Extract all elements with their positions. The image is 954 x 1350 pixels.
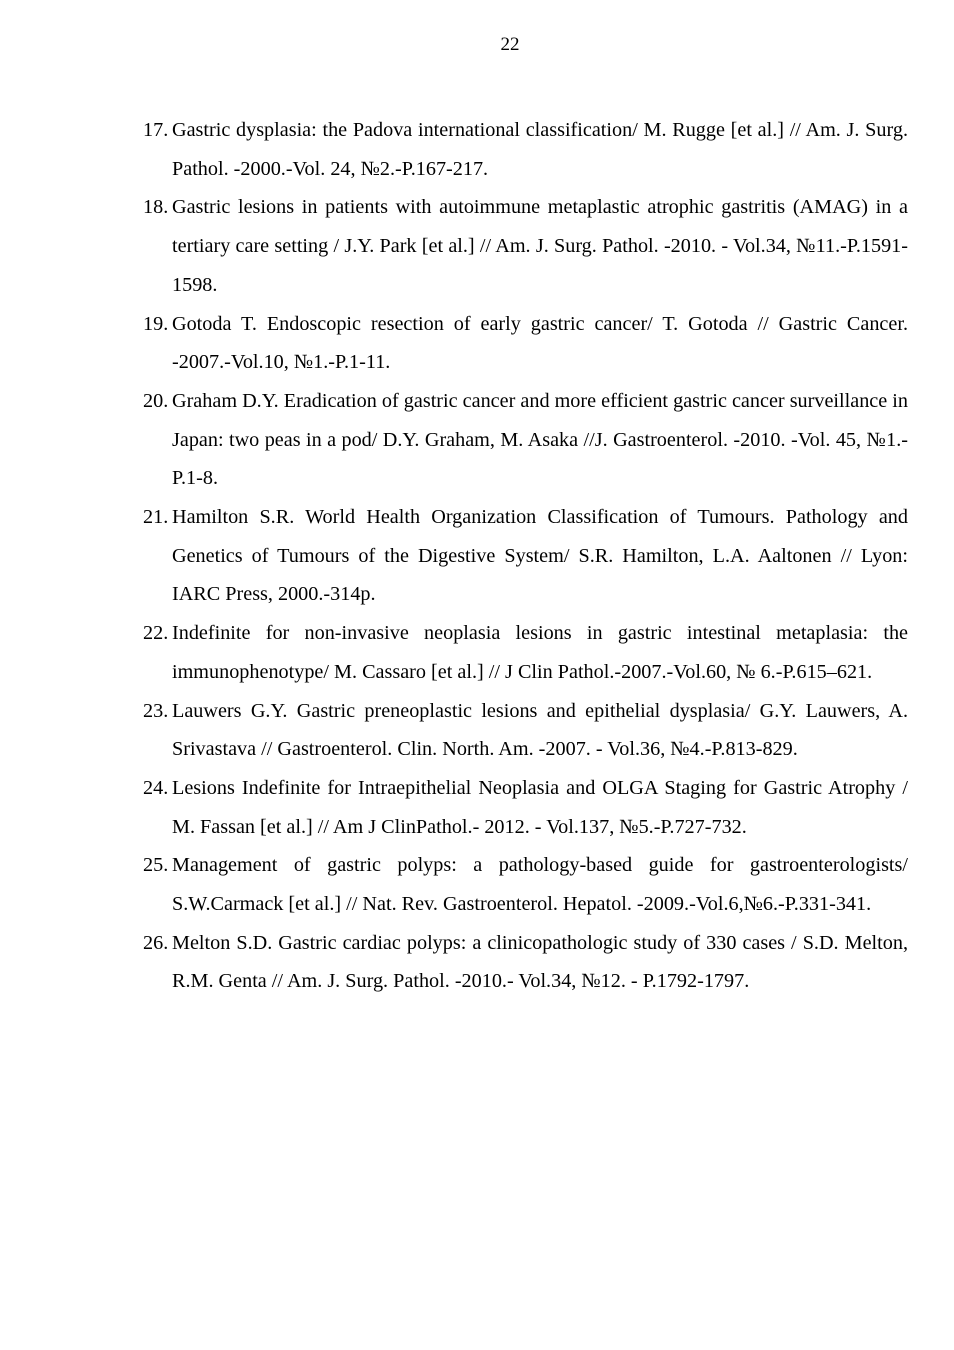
reference-item xyxy=(143,111,908,188)
reference-number: 20. xyxy=(143,389,169,412)
reference-item xyxy=(143,846,908,923)
reference-item xyxy=(143,769,908,846)
reference-list xyxy=(143,111,908,1001)
reference-item xyxy=(143,498,908,614)
page-number: 22 xyxy=(500,34,520,55)
reference-number: 24. xyxy=(143,776,169,799)
reference-text: Lesions Indefinite for Intraepithelial Neoplasia and OLGA Staging for Gastric Atrophy / M. Fassan [et al.] // Am J ClinPathol.- 2012. - Vol.137, №5.-P.727-732. xyxy=(172,776,908,838)
reference-item xyxy=(143,924,908,1001)
reference-number: 22. xyxy=(143,622,169,645)
reference-item xyxy=(143,188,908,304)
reference-number: 23. xyxy=(143,699,169,722)
reference-text: Hamilton S.R. World Health Organization Classification of Tumours. Pathology and Genetics of Tumours of the Digestive System/ S.R. Hamilton, L.A. Aaltonen // Lyon: IARC Press, 2000.-314p. xyxy=(172,506,908,606)
reference-text: Melton S.D. Gastric cardiac polyps: a clinicopathologic study of 330 cases / S.D. Melton, R.M. Genta // Am. J. Surg. Pathol. -2010.- Vol.34, №12. - P.1792-1797. xyxy=(172,931,908,993)
reference-number: 19. xyxy=(143,312,169,335)
reference-number: 17. xyxy=(143,119,169,141)
reference-text: Management of gastric polyps: a pathology-based guide for gastroenterologists/ S.W.Carmack [et al.] // Nat. Rev. Gastroenterol. Hepatol. -2009.-Vol.6,№6.-P.331-341. xyxy=(172,854,908,916)
reference-number: 18. xyxy=(143,196,169,219)
reference-number: 25. xyxy=(143,854,169,877)
reference-text: Gotoda T. Endoscopic resection of early gastric cancer/ T. Gotoda // Gastric Cancer. -2007.-Vol.10, №1.-P.1-11. xyxy=(172,312,908,374)
reference-text: Gastric dysplasia: the Padova international classification/ M. Rugge [et al.] // Am. J. Surg. Pathol. -2000.-Vol. 24, №2.-P.167-217. xyxy=(172,119,908,180)
reference-number: 21. xyxy=(143,506,169,529)
reference-text: Gastric lesions in patients with autoimmune metaplastic atrophic gastritis (AMAG) in a tertiary care setting / J.Y. Park [et al.] // Am. J. Surg. Pathol. -2010. - Vol.34, №11.-P.1591-1598. xyxy=(172,196,908,296)
reference-number: 26. xyxy=(143,931,169,954)
reference-item xyxy=(143,382,908,498)
reference-item xyxy=(143,614,908,691)
reference-text: Lauwers G.Y. Gastric preneoplastic lesions and epithelial dysplasia/ G.Y. Lauwers, A. Srivastava // Gastroenterol. Clin. North. Am. -2007. - Vol.36, №4.-P.813-829. xyxy=(172,699,908,761)
reference-item xyxy=(143,692,908,769)
reference-item xyxy=(143,305,908,382)
reference-text: Graham D.Y. Eradication of gastric cancer and more efficient gastric cancer surveillance in Japan: two peas in a pod/ D.Y. Graham, M. Asaka //J. Gastroenterol. -2010. -Vol. 45, №1.-P.1-8. xyxy=(172,389,908,490)
reference-text: Indefinite for non-invasive neoplasia lesions in gastric intestinal metaplasia: the immunophenotype/ M. Cassaro [et al.] // J Clin Pathol.-2007.-Vol.60, № 6.-P.615–621. xyxy=(172,622,908,683)
